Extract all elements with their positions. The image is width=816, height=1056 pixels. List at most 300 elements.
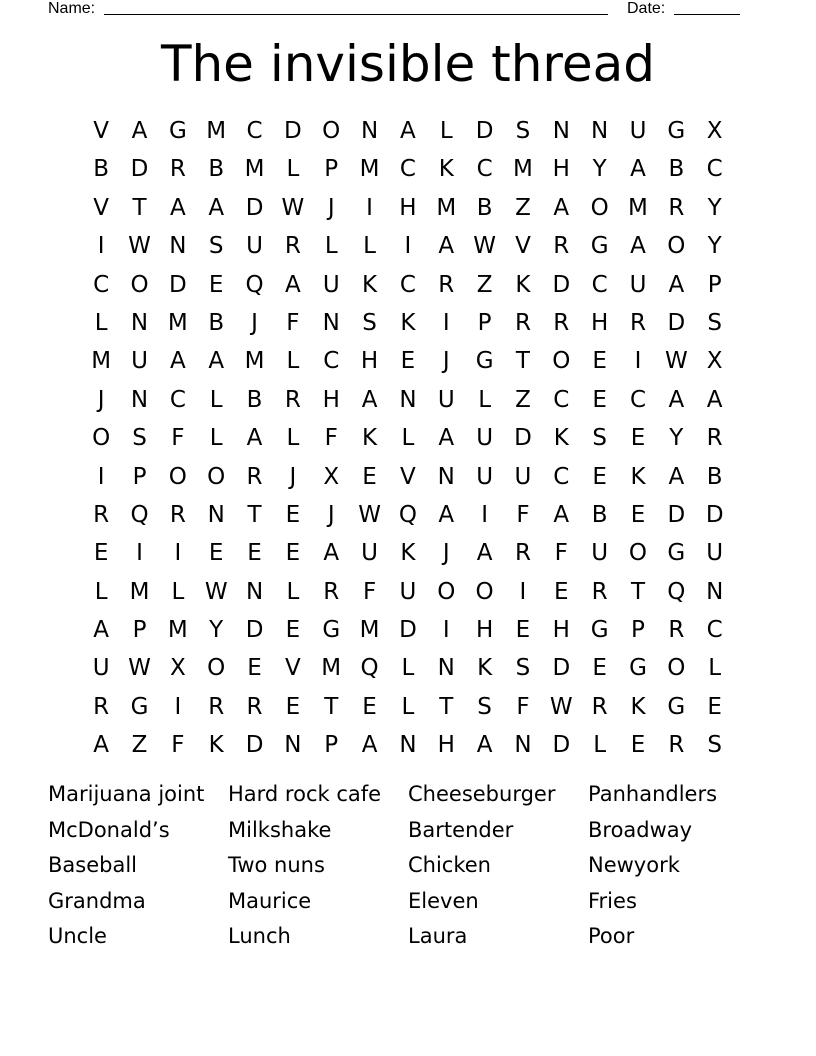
- grid-letter: C: [323, 348, 340, 375]
- grid-letter: E: [554, 578, 569, 605]
- grid-letter: W: [204, 578, 228, 605]
- grid-letter: B: [208, 156, 225, 183]
- grid-letter: A: [438, 425, 455, 452]
- grid-letter: L: [478, 386, 492, 413]
- grid-letter: R: [706, 425, 723, 452]
- grid-letter: T: [247, 501, 262, 528]
- grid-letter: C: [246, 118, 263, 144]
- grid-letter: M: [167, 309, 188, 336]
- grid-letter: U: [629, 271, 647, 298]
- word-list-item: Lunch: [228, 924, 291, 949]
- grid-letter: D: [667, 309, 686, 336]
- grid-letter: R: [591, 578, 608, 605]
- grid-letter: E: [630, 501, 646, 528]
- grid-letter: F: [171, 425, 185, 452]
- grid-letter: R: [169, 501, 186, 528]
- grid-letter: M: [513, 156, 533, 183]
- grid-letter: P: [477, 309, 492, 336]
- grid-letter: R: [514, 309, 531, 336]
- grid-letter: A: [169, 348, 186, 375]
- grid-letter: D: [169, 271, 187, 298]
- grid-letter: R: [246, 693, 263, 720]
- grid-letter: O: [628, 540, 648, 567]
- grid-letter: P: [324, 732, 339, 759]
- grid-letter: I: [174, 693, 182, 720]
- grid-letter: N: [130, 386, 149, 413]
- grid-letter: A: [323, 540, 340, 567]
- grid-letter: S: [515, 118, 531, 144]
- grid-letter: W: [549, 693, 573, 720]
- grid-letter: N: [207, 501, 225, 528]
- grid-letter: E: [515, 617, 531, 644]
- grid-letter: U: [322, 271, 340, 298]
- grid-letter: S: [132, 425, 147, 452]
- grid-letter: K: [362, 271, 378, 298]
- grid-letter: L: [171, 578, 185, 605]
- grid-letter: R: [514, 540, 531, 567]
- grid-letter: F: [286, 309, 300, 336]
- grid-letter: O: [92, 425, 111, 452]
- grid-letter: A: [553, 501, 570, 528]
- grid-letter: S: [515, 655, 531, 682]
- grid-letter: C: [706, 156, 723, 183]
- grid-letter: M: [628, 194, 648, 221]
- grid-letter: G: [475, 348, 494, 375]
- grid-letter: O: [667, 655, 686, 682]
- word-list-item: Panhandlers: [588, 782, 718, 806]
- grid-letter: A: [668, 386, 685, 413]
- grid-letter: C: [553, 463, 570, 490]
- grid-letter: L: [401, 693, 415, 720]
- grid-letter: G: [667, 693, 686, 720]
- grid-letter: R: [591, 693, 608, 720]
- name-label: Name:: [48, 0, 96, 17]
- grid-letter: G: [168, 118, 187, 144]
- grid-letter: U: [591, 540, 609, 567]
- grid-letter: D: [399, 617, 417, 644]
- grid-letter: F: [516, 501, 530, 528]
- grid-letter: R: [93, 501, 110, 528]
- word-list-item: Fries: [588, 888, 637, 913]
- grid-letter: H: [552, 617, 570, 644]
- grid-letter: P: [324, 156, 339, 183]
- grid-letter: F: [516, 693, 530, 720]
- grid-letter: A: [93, 617, 110, 644]
- grid-letter: A: [246, 425, 263, 452]
- grid-letter: K: [630, 693, 646, 720]
- grid-letter: Z: [515, 386, 531, 413]
- grid-letter: J: [442, 348, 450, 375]
- grid-letter: O: [207, 655, 226, 682]
- grid-letter: N: [437, 655, 455, 682]
- grid-letter: V: [285, 655, 301, 682]
- grid-letter: E: [247, 540, 262, 567]
- grid-letter: R: [438, 271, 455, 298]
- grid-letter: R: [284, 386, 301, 413]
- grid-letter: M: [244, 156, 265, 183]
- grid-letter: O: [667, 233, 686, 260]
- grid-row: [82, 496, 734, 534]
- grid-letter: U: [629, 118, 647, 144]
- grid-letter: P: [132, 463, 147, 490]
- grid-letter: W: [128, 655, 151, 682]
- grid-letter: L: [286, 156, 300, 183]
- grid-letter: U: [92, 655, 110, 682]
- grid-letter: N: [399, 732, 417, 759]
- grid-letter: U: [437, 386, 455, 413]
- grid-letter: P: [132, 617, 147, 644]
- grid-letter: R: [668, 617, 685, 644]
- grid-letter: K: [438, 156, 454, 183]
- grid-letter: A: [706, 386, 723, 413]
- word-list-item: Marijuana joint: [48, 782, 205, 806]
- grid-letter: N: [284, 732, 302, 759]
- grid-row: [82, 611, 734, 649]
- grid-letter: H: [552, 156, 570, 183]
- grid-letter: D: [552, 655, 571, 682]
- grid-letter: R: [93, 693, 110, 720]
- grid-letter: U: [514, 463, 532, 490]
- grid-letter: I: [366, 194, 373, 221]
- word-list-item: Two nuns: [228, 853, 325, 878]
- grid-letter: D: [705, 501, 724, 528]
- grid-letter: P: [707, 271, 722, 298]
- page-title: The invisible thread: [160, 35, 656, 93]
- grid-letter: M: [167, 617, 188, 644]
- grid-row: [82, 534, 734, 572]
- grid-letter: V: [93, 194, 110, 221]
- grid-letter: E: [400, 348, 416, 375]
- grid-letter: F: [554, 540, 568, 567]
- grid-letter: R: [629, 309, 646, 336]
- grid-letter: R: [246, 463, 263, 490]
- grid-letter: G: [590, 233, 609, 260]
- grid-row: [82, 726, 734, 764]
- grid-letter: L: [401, 655, 415, 682]
- grid-letter: U: [131, 348, 148, 375]
- grid-letter: G: [667, 540, 686, 567]
- grid-letter: G: [590, 617, 609, 644]
- grid-letter: L: [324, 233, 338, 260]
- word-list-item: Poor: [588, 924, 635, 949]
- word-list-item: Broadway: [588, 817, 693, 842]
- grid-letter: E: [285, 617, 301, 644]
- grid-letter: W: [281, 194, 305, 221]
- grid-letter: N: [169, 233, 187, 260]
- grid-letter: I: [97, 233, 105, 260]
- grid-row: [82, 150, 734, 188]
- grid-letter: R: [553, 233, 570, 260]
- grid-letter: V: [93, 118, 110, 144]
- grid-letter: V: [515, 233, 531, 260]
- grid-letter: A: [476, 540, 493, 567]
- grid-letter: G: [322, 617, 341, 644]
- grid-letter: J: [289, 463, 297, 490]
- grid-letter: S: [208, 233, 224, 260]
- grid-letter: A: [438, 501, 455, 528]
- grid-letter: H: [475, 617, 494, 644]
- grid-letter: L: [94, 309, 108, 336]
- grid-letter: A: [668, 463, 685, 490]
- word-list-item: Grandma: [48, 888, 146, 913]
- grid-letter: C: [553, 386, 570, 413]
- grid-letter: A: [400, 118, 416, 144]
- grid-letter: K: [362, 425, 378, 452]
- grid-letter: N: [552, 118, 570, 144]
- grid-letter: A: [630, 156, 646, 183]
- grid-letter: T: [324, 693, 339, 720]
- grid-letter: O: [475, 578, 494, 605]
- grid-letter: S: [707, 732, 722, 759]
- grid-letter: T: [515, 348, 530, 375]
- date-blank-line: [674, 14, 740, 15]
- grid-letter: U: [399, 578, 417, 605]
- grid-letter: A: [630, 233, 646, 260]
- grid-letter: A: [361, 732, 378, 759]
- grid-letter: K: [208, 732, 224, 759]
- grid-letter: Y: [669, 425, 684, 452]
- grid-letter: U: [706, 540, 724, 567]
- grid-letter: C: [476, 156, 493, 183]
- grid-letter: C: [93, 271, 110, 298]
- word-list-item: Hard rock cafe: [228, 782, 382, 806]
- worksheet-header: [0, 0, 816, 20]
- grid-letter: O: [322, 118, 341, 144]
- grid-letter: K: [630, 463, 646, 490]
- grid-letter: K: [477, 655, 493, 682]
- grid-letter: I: [404, 233, 412, 260]
- grid-row: [82, 649, 734, 687]
- grid-letter: W: [473, 233, 496, 260]
- grid-row: [82, 227, 734, 265]
- word-list-item: Maurice: [228, 888, 312, 913]
- grid-letter: X: [706, 348, 723, 375]
- word-list-item: Newyork: [588, 853, 680, 878]
- grid-letter: N: [399, 386, 417, 413]
- grid-letter: C: [629, 386, 647, 413]
- grid-letter: L: [439, 118, 453, 144]
- grid-letter: U: [246, 233, 263, 260]
- grid-letter: A: [285, 271, 301, 298]
- grid-letter: E: [592, 348, 607, 375]
- word-list-item: Baseball: [48, 853, 138, 878]
- grid-letter: L: [401, 425, 415, 452]
- grid-letter: C: [399, 271, 416, 298]
- grid-letter: Q: [667, 578, 686, 605]
- grid-letter: M: [359, 156, 380, 183]
- name-blank-line: [104, 14, 608, 15]
- grid-letter: B: [476, 194, 493, 221]
- grid-letter: M: [359, 617, 380, 644]
- grid-letter: O: [168, 463, 187, 490]
- grid-letter: R: [169, 156, 186, 183]
- word-list-item: Uncle: [48, 924, 107, 949]
- grid-letter: N: [322, 309, 340, 336]
- grid-letter: S: [592, 425, 607, 452]
- grid-letter: T: [630, 578, 646, 605]
- grid-letter: Y: [209, 617, 224, 644]
- grid-letter: E: [285, 540, 301, 567]
- grid-letter: U: [476, 463, 494, 490]
- grid-letter: Z: [476, 271, 493, 298]
- grid-letter: L: [286, 425, 300, 452]
- grid-letter: J: [327, 194, 335, 221]
- grid-letter: J: [97, 386, 105, 413]
- grid-letter: W: [358, 501, 381, 528]
- grid-letter: A: [476, 732, 493, 759]
- grid-letter: L: [94, 578, 108, 605]
- grid-letter: Q: [398, 501, 417, 528]
- grid-letter: A: [361, 386, 378, 413]
- grid-letter: M: [91, 348, 112, 375]
- grid-letter: I: [442, 617, 450, 644]
- grid-letter: A: [668, 271, 685, 298]
- grid-letter: I: [97, 463, 105, 490]
- grid-row: [82, 458, 734, 496]
- grid-letter: I: [442, 309, 450, 336]
- grid-letter: E: [285, 501, 301, 528]
- grid-letter: R: [553, 309, 570, 336]
- grid-letter: C: [399, 156, 416, 183]
- grid-letter: R: [668, 194, 685, 221]
- grid-letter: A: [208, 194, 225, 221]
- grid-letter: H: [437, 732, 455, 759]
- grid-letter: N: [130, 309, 149, 336]
- grid-letter: H: [322, 386, 340, 413]
- grid-letter: L: [363, 233, 376, 260]
- grid-row: [82, 342, 734, 380]
- grid-letter: R: [208, 693, 225, 720]
- grid-letter: I: [174, 540, 182, 567]
- grid-letter: M: [206, 118, 227, 144]
- grid-letter: B: [668, 156, 685, 183]
- grid-letter: X: [323, 463, 340, 490]
- grid-letter: N: [514, 732, 532, 759]
- grid-letter: L: [209, 425, 223, 452]
- grid-letter: E: [208, 540, 224, 567]
- date-label: Date:: [627, 0, 666, 17]
- grid-letter: A: [208, 348, 225, 375]
- grid-letter: M: [129, 578, 150, 605]
- grid-letter: D: [667, 501, 686, 528]
- grid-letter: D: [552, 271, 571, 298]
- grid-letter: C: [591, 271, 608, 298]
- word-list-item: Bartender: [408, 817, 514, 842]
- grid-letter: S: [477, 693, 492, 720]
- grid-letter: E: [592, 655, 607, 682]
- word-list-item: Laura: [408, 924, 468, 949]
- grid-letter: G: [629, 655, 647, 682]
- grid-letter: T: [439, 693, 454, 720]
- grid-row: [82, 688, 734, 726]
- grid-letter: J: [327, 501, 335, 528]
- grid-letter: B: [208, 309, 225, 336]
- grid-letter: L: [286, 348, 300, 375]
- grid-letter: F: [171, 732, 185, 759]
- grid-letter: E: [630, 425, 646, 452]
- grid-letter: A: [553, 194, 570, 221]
- grid-letter: Y: [707, 194, 722, 221]
- grid-letter: I: [481, 501, 488, 528]
- grid-letter: D: [245, 194, 264, 221]
- grid-letter: Z: [515, 194, 531, 221]
- grid-letter: Y: [707, 233, 722, 260]
- grid-letter: G: [130, 693, 149, 720]
- grid-letter: N: [591, 118, 609, 144]
- grid-letter: D: [552, 732, 571, 759]
- grid-letter: B: [591, 501, 608, 528]
- grid-letter: M: [244, 348, 265, 375]
- grid-letter: U: [361, 540, 378, 567]
- grid-letter: K: [515, 271, 531, 298]
- grid-letter: B: [706, 463, 723, 490]
- word-list-item: Eleven: [408, 888, 479, 913]
- grid-letter: E: [362, 693, 377, 720]
- grid-letter: E: [592, 463, 607, 490]
- grid-letter: Q: [360, 655, 379, 682]
- grid-row: [82, 112, 734, 150]
- grid-letter: X: [169, 655, 186, 682]
- grid-letter: E: [208, 271, 224, 298]
- grid-letter: U: [476, 425, 494, 452]
- grid-letter: L: [286, 578, 300, 605]
- grid-letter: V: [400, 463, 416, 490]
- grid-letter: F: [362, 578, 377, 605]
- grid-letter: X: [706, 118, 723, 144]
- grid-letter: H: [399, 194, 417, 221]
- grid-letter: F: [324, 425, 338, 452]
- grid-letter: E: [592, 386, 607, 413]
- grid-letter: N: [245, 578, 264, 605]
- word-list: [48, 777, 768, 955]
- grid-row: [82, 419, 734, 457]
- grid-letter: E: [285, 693, 301, 720]
- grid-row: [82, 189, 734, 227]
- grid-letter: R: [668, 732, 685, 759]
- grid-letter: K: [400, 309, 416, 336]
- grid-letter: Q: [130, 501, 149, 528]
- grid-letter: O: [130, 271, 149, 298]
- grid-letter: D: [514, 425, 532, 452]
- grid-letter: I: [519, 578, 527, 605]
- grid-letter: A: [169, 194, 186, 221]
- grid-letter: A: [438, 233, 455, 260]
- word-list-item: McDonald’s: [48, 817, 170, 842]
- grid-letter: O: [207, 463, 226, 490]
- grid-letter: I: [136, 540, 143, 567]
- grid-letter: O: [552, 348, 571, 375]
- grid-letter: K: [400, 540, 416, 567]
- grid-letter: O: [590, 194, 609, 221]
- grid-letter: T: [132, 194, 147, 221]
- grid-letter: H: [360, 348, 379, 375]
- grid-letter: M: [436, 194, 457, 221]
- grid-letter: H: [590, 309, 609, 336]
- grid-letter: C: [169, 386, 186, 413]
- grid-letter: E: [707, 693, 722, 720]
- grid-letter: C: [706, 617, 723, 644]
- grid-letter: N: [437, 463, 455, 490]
- grid-letter: L: [708, 655, 722, 682]
- grid-letter: R: [323, 578, 340, 605]
- grid-letter: S: [707, 309, 722, 336]
- grid-row: [82, 266, 734, 304]
- word-list-item: Chicken: [408, 853, 491, 878]
- grid-letter: A: [131, 118, 148, 144]
- grid-letter: I: [634, 348, 642, 375]
- grid-letter: B: [93, 156, 110, 183]
- grid-row: [82, 573, 734, 611]
